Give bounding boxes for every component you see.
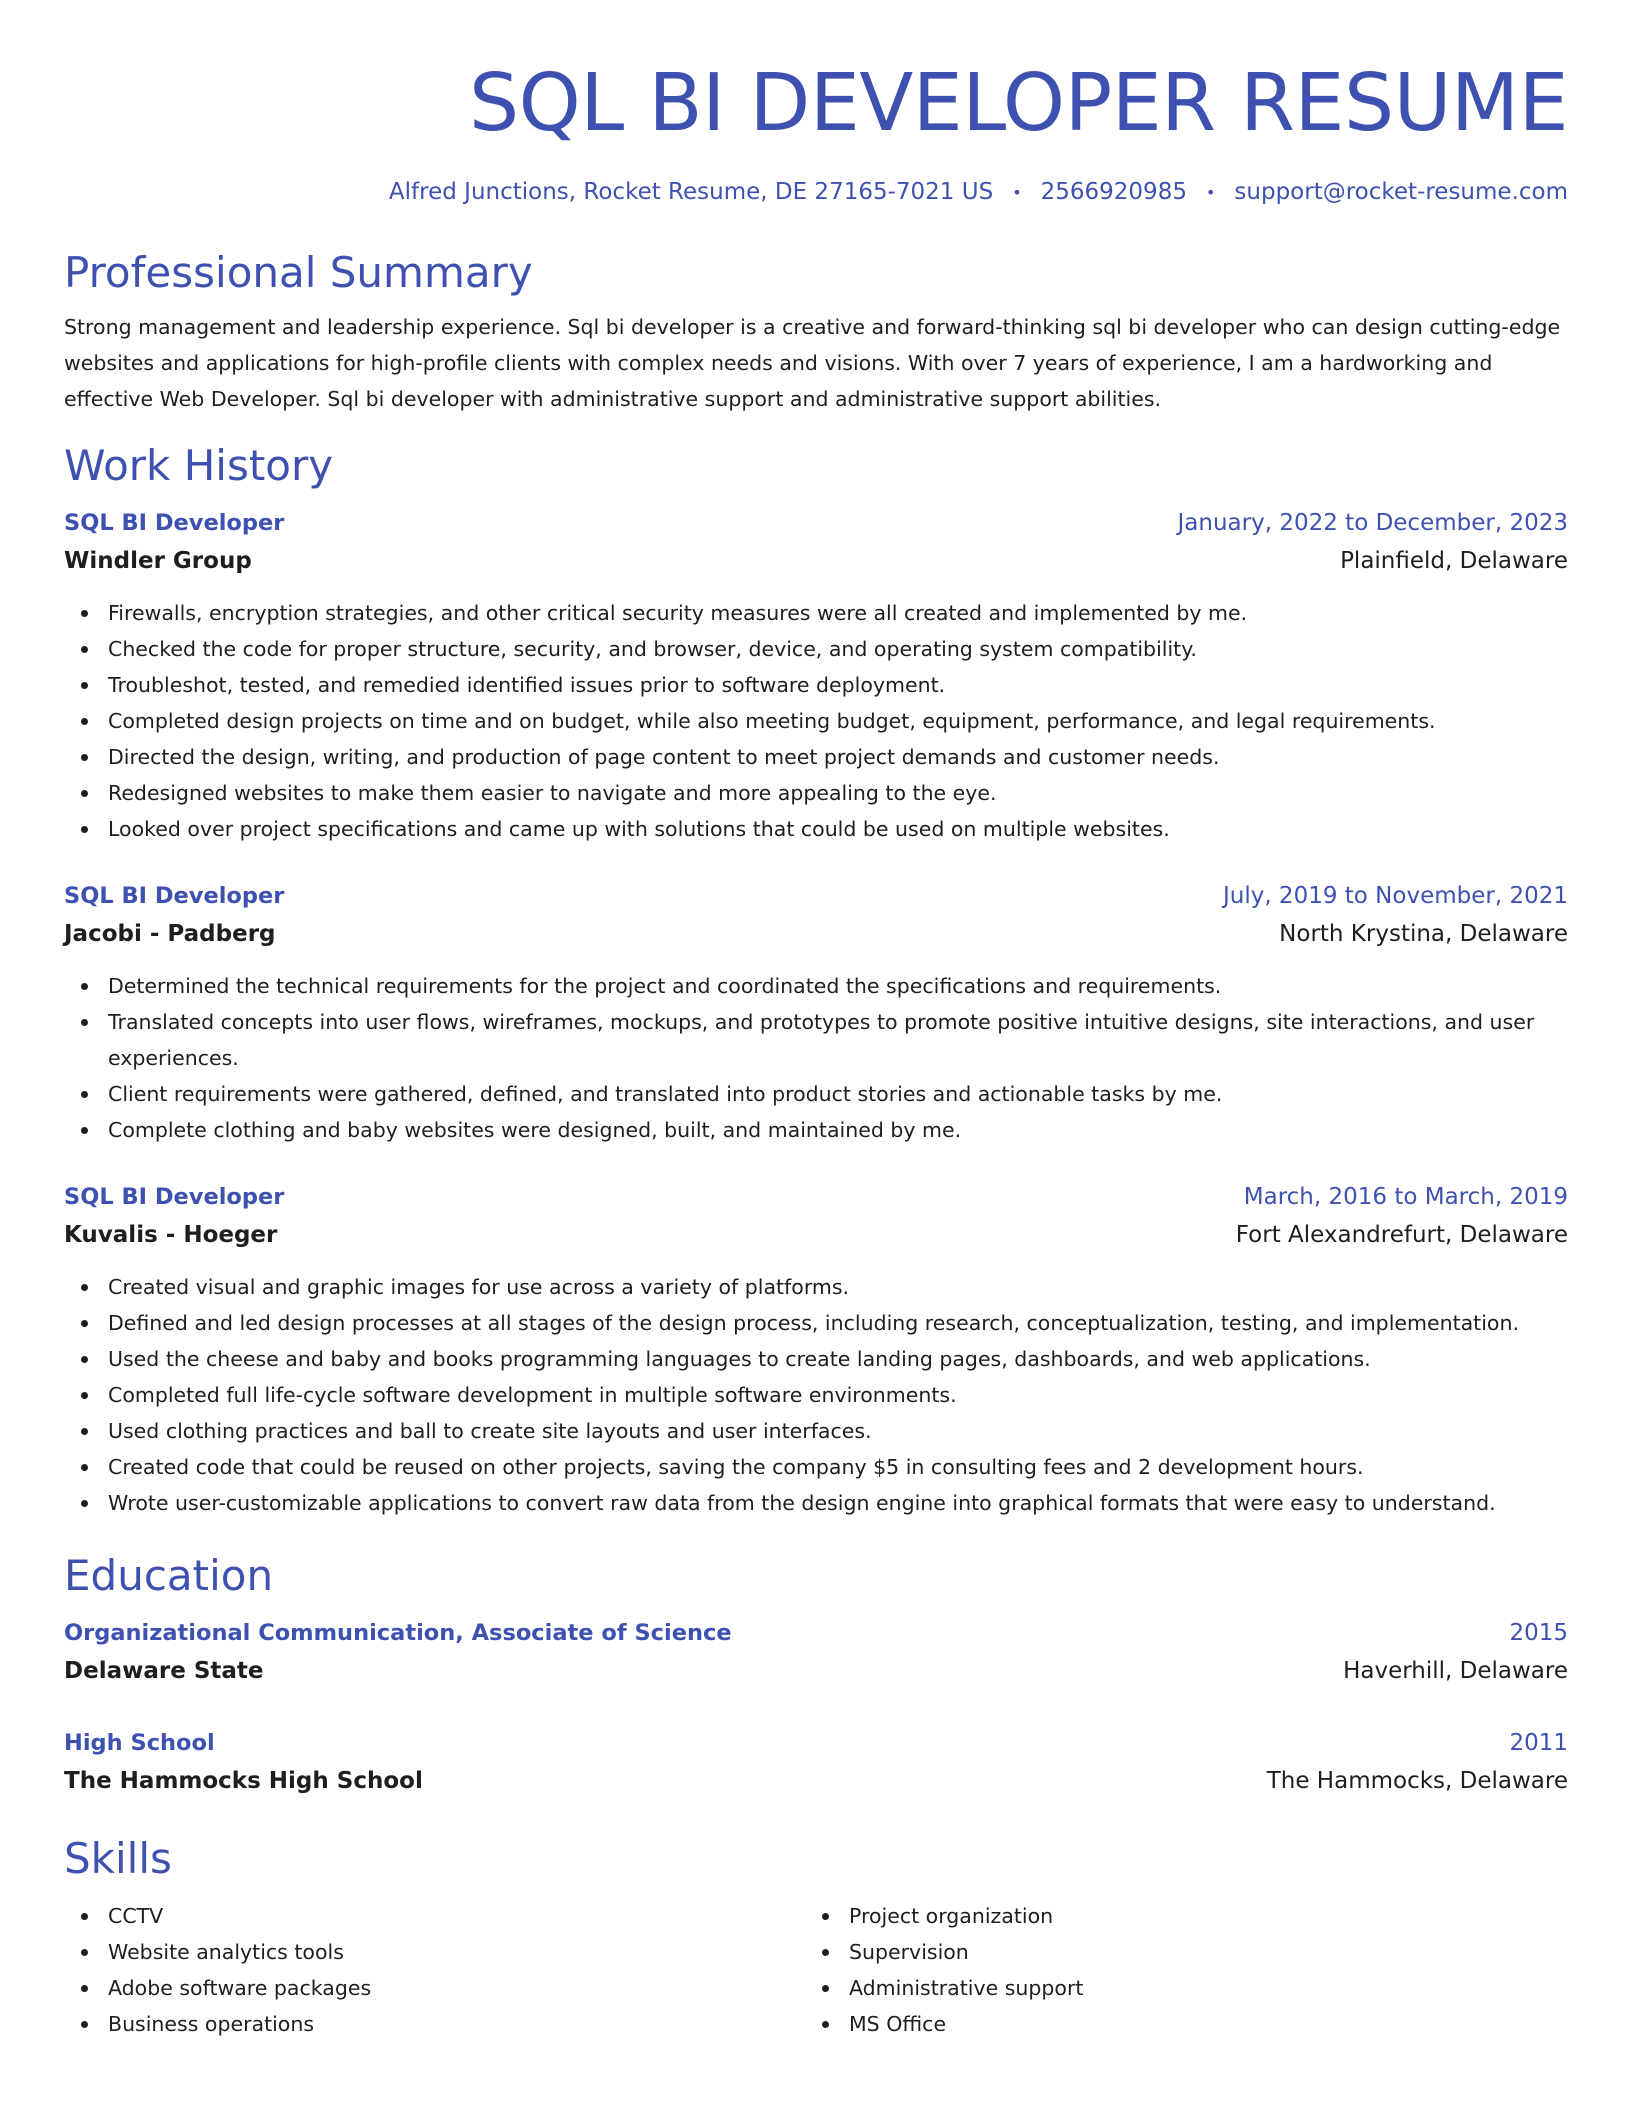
job-title: SQL BI Developer: [64, 510, 285, 536]
skill-item: Website analytics tools: [64, 1934, 805, 1970]
skill-item: MS Office: [805, 2006, 1546, 2042]
job-bullets: [64, 1269, 1568, 1521]
job-bullet: Completed full life-cycle software development in multiple software environments.: [64, 1377, 1568, 1413]
job-bullet: Completed design projects on time and on budget, while also meeting budget, equipment, performance, and legal requirements.: [64, 703, 1568, 739]
skills-column-left: [64, 1898, 805, 2042]
job-bullets: [64, 968, 1568, 1148]
summary-text: Strong management and leadership experience. Sql bi developer is a creative and forward-thinking sql bi developer who can design cutting-edge websites and applications for high-profile clients with complex needs and visions. With over 7 years of experience, I am a hardworking and effective Web Developer. Sql bi developer with administrative support and administrative support abilities.: [64, 315, 1561, 411]
job-bullets: [64, 595, 1568, 847]
job-bullet: Redesigned websites to make them easier to navigate and more appealing to the eye.: [64, 775, 1568, 811]
job-bullet: Complete clothing and baby websites were designed, built, and maintained by me.: [64, 1112, 1568, 1148]
job-bullet: Looked over project specifications and came up with solutions that could be used on multiple websites.: [64, 811, 1568, 847]
job-bullet: Wrote user-customizable applications to convert raw data from the design engine into graphical formats that were easy to understand.: [64, 1485, 1568, 1521]
summary-heading: Professional Summary: [64, 248, 533, 297]
skill-item: Project organization: [805, 1898, 1546, 1934]
job-bullet: Troubleshot, tested, and remedied identified issues prior to software deployment.: [64, 667, 1568, 703]
job-bullet: Client requirements were gathered, defined, and translated into product stories and actionable tasks by me.: [64, 1076, 1568, 1112]
skills-column-right: [805, 1898, 1546, 2042]
education-year: 2011: [1509, 1730, 1568, 1756]
contact-phone: 2566920985: [1040, 179, 1187, 205]
skill-item: Business operations: [64, 2006, 805, 2042]
contact-address: Alfred Junctions, Rocket Resume, DE 27165-7021 US: [388, 179, 994, 205]
job-company: Kuvalis - Hoeger: [64, 1222, 278, 1248]
job-location: Plainfield, Delaware: [1340, 548, 1568, 574]
job-dates: January, 2022 to December, 2023: [1177, 510, 1568, 536]
resume-page: [64, 0, 1568, 2042]
job-location: Fort Alexandrefurt, Delaware: [1235, 1222, 1568, 1248]
education-school: Delaware State: [64, 1658, 264, 1684]
resume-title: SQL BI DEVELOPER RESUME: [468, 57, 1568, 149]
job-bullet: Used the cheese and baby and books programming languages to create landing pages, dashboards, and web applications.: [64, 1341, 1568, 1377]
education-degree: High School: [64, 1730, 215, 1756]
education-school: The Hammocks High School: [64, 1768, 423, 1794]
contact-separator: •: [1205, 182, 1216, 202]
contact-separator: •: [1012, 182, 1022, 202]
job-bullet: Translated concepts into user flows, wireframes, mockups, and prototypes to promote positive intuitive designs, site interactions, and user experiences.: [64, 1004, 1568, 1076]
skills-heading: Skills: [64, 1834, 172, 1883]
job-bullet: Determined the technical requirements for the project and coordinated the specifications and requirements.: [64, 968, 1568, 1004]
education-entry: [64, 1724, 1568, 1800]
job-bullet: Created code that could be reused on other projects, saving the company $5 in consulting fees and 2 development hours.: [64, 1449, 1568, 1485]
education-location: Haverhill, Delaware: [1343, 1658, 1568, 1684]
job-entry: [64, 1178, 1568, 1521]
job-bullet: Used clothing practices and ball to create site layouts and user interfaces.: [64, 1413, 1568, 1449]
skill-item: CCTV: [64, 1898, 805, 1934]
contact-email: support@rocket-resume.com: [1234, 179, 1568, 205]
education-entry: [64, 1614, 1568, 1690]
skill-item: Administrative support: [805, 1970, 1546, 2006]
job-entry: [64, 504, 1568, 847]
job-bullet: Firewalls, encryption strategies, and other critical security measures were all created and implemented by me.: [64, 595, 1568, 631]
education-location: The Hammocks, Delaware: [1266, 1768, 1568, 1794]
job-dates: March, 2016 to March, 2019: [1243, 1184, 1568, 1210]
job-title: SQL BI Developer: [64, 1184, 285, 1210]
job-company: Windler Group: [64, 548, 252, 574]
job-bullet: Checked the code for proper structure, security, and browser, device, and operating system compatibility.: [64, 631, 1568, 667]
education-year: 2015: [1509, 1620, 1568, 1646]
job-dates: July, 2019 to November, 2021: [1222, 883, 1568, 909]
skill-item: Adobe software packages: [64, 1970, 805, 2006]
job-location: North Krystina, Delaware: [1279, 921, 1568, 947]
skill-item: Supervision: [805, 1934, 1546, 1970]
job-title: SQL BI Developer: [64, 883, 285, 909]
job-bullet: Defined and led design processes at all stages of the design process, including research, conceptualization, testing, and implementation.: [64, 1305, 1568, 1341]
job-bullet: Directed the design, writing, and production of page content to meet project demands and customer needs.: [64, 739, 1568, 775]
job-entry: [64, 877, 1568, 1148]
skills-list: [64, 1898, 1568, 2042]
job-company: Jacobi - Padberg: [64, 921, 276, 947]
education-heading: Education: [64, 1551, 274, 1600]
job-bullet: Created visual and graphic images for use across a variety of platforms.: [64, 1269, 1568, 1305]
work-history-heading: Work History: [64, 441, 334, 490]
education-degree: Organizational Communication, Associate of Science: [64, 1620, 732, 1646]
contact-line: [64, 177, 1568, 207]
